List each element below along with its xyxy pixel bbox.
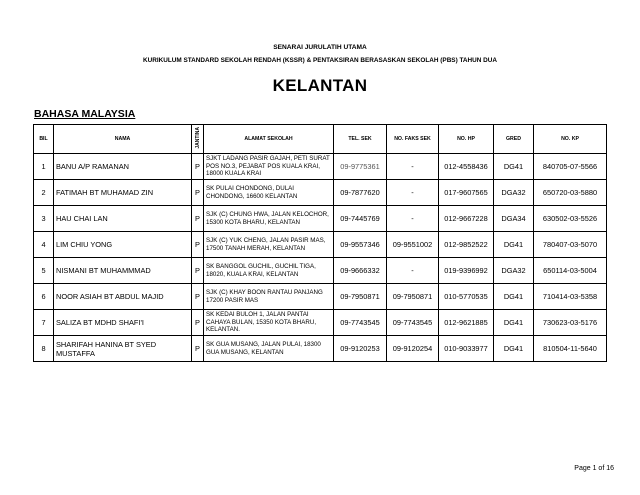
cell-jantina: P — [192, 154, 204, 180]
cell-jantina: P — [192, 258, 204, 284]
state-heading: KELANTAN — [272, 76, 368, 95]
col-header-kp: NO. KP — [534, 125, 607, 154]
cell-alamat: SJK (C) CHUNG HWA, JALAN KELOCHOR, 15300 KOTA BHARU, KELANTAN — [204, 206, 334, 232]
col-header-alamat: ALAMAT SEKOLAH — [204, 125, 334, 154]
cell-tel: 09-9666332 — [334, 258, 387, 284]
table-row — [34, 258, 607, 284]
cell-gred: DG41 — [494, 154, 534, 180]
cell-alamat: SJK (C) YUK CHENG, JALAN PASIR MAS, 17500 TANAH MERAH, KELANTAN — [204, 232, 334, 258]
cell-faks: - — [387, 154, 439, 180]
jantina-label: JANTINA — [194, 127, 201, 149]
cell-gred: DG41 — [494, 284, 534, 310]
cell-bil: 7 — [34, 310, 54, 336]
cell-gred: DGA32 — [494, 180, 534, 206]
col-header-bil: BIL — [34, 125, 54, 154]
cell-kp: 840705-07-5566 — [534, 154, 607, 180]
cell-nama: SALIZA BT MDHD SHAFI'I — [54, 310, 192, 336]
cell-hp: 019-9396992 — [439, 258, 494, 284]
cell-kp: 780407-03-5070 — [534, 232, 607, 258]
cell-bil: 4 — [34, 232, 54, 258]
cell-kp: 650114-03-5004 — [534, 258, 607, 284]
table-row — [34, 180, 607, 206]
table-row — [34, 284, 607, 310]
cell-alamat: SK PULAI CHONDONG, DULAI CHONDONG, 16600 KELANTAN — [204, 180, 334, 206]
cell-jantina: P — [192, 336, 204, 362]
cell-nama: LIM CHIU YONG — [54, 232, 192, 258]
document-subtitle: KURIKULUM STANDARD SEKOLAH RENDAH (KSSR) & PENTAKSIRAN BERASASKAN SEKOLAH (PBS) TAHUN DUA — [143, 57, 497, 64]
trainer-table — [33, 124, 607, 362]
cell-hp: 010-5770535 — [439, 284, 494, 310]
cell-kp: 710414-03-5358 — [534, 284, 607, 310]
page-number: Page 1 of 16 — [574, 465, 614, 472]
cell-faks: 09-7743545 — [387, 310, 439, 336]
cell-nama: NISMANI BT MUHAMMMAD — [54, 258, 192, 284]
cell-kp: 650720-03-5880 — [534, 180, 607, 206]
cell-hp: 017-9607565 — [439, 180, 494, 206]
cell-bil: 6 — [34, 284, 54, 310]
cell-alamat: SK BANGGOL GUCHIL, GUCHIL TIGA, 18020, KUALA KRAI, KELANTAN — [204, 258, 334, 284]
cell-nama: BANU A/P RAMANAN — [54, 154, 192, 180]
cell-alamat: SK GUA MUSANG, JALAN PULAI, 18300 GUA MUSANG, KELANTAN — [204, 336, 334, 362]
cell-faks: 09-9120254 — [387, 336, 439, 362]
cell-jantina: P — [192, 206, 204, 232]
table-header-row — [34, 125, 607, 154]
cell-bil: 3 — [34, 206, 54, 232]
cell-hp: 012-9621885 — [439, 310, 494, 336]
cell-hp: 010-9033977 — [439, 336, 494, 362]
col-header-faks: NO. FAKS SEK — [387, 125, 439, 154]
col-header-hp: NO. HP — [439, 125, 494, 154]
cell-tel: 09-7743545 — [334, 310, 387, 336]
cell-kp: 730623-03-5176 — [534, 310, 607, 336]
cell-tel: 09-9775361 — [334, 154, 387, 180]
cell-bil: 5 — [34, 258, 54, 284]
cell-tel: 09-7950871 — [334, 284, 387, 310]
cell-tel: 09-9557346 — [334, 232, 387, 258]
cell-faks: 09-7950871 — [387, 284, 439, 310]
table-row — [34, 336, 607, 362]
cell-nama: NOOR ASIAH BT ABDUL MAJID — [54, 284, 192, 310]
col-header-tel: TEL. SEK — [334, 125, 387, 154]
cell-alamat: SJK (C) KHAY BOON RANTAU PANJANG 17200 PASIR MAS — [204, 284, 334, 310]
cell-nama: HAU CHAI LAN — [54, 206, 192, 232]
cell-gred: DG41 — [494, 232, 534, 258]
cell-gred: DG41 — [494, 336, 534, 362]
cell-faks: - — [387, 180, 439, 206]
cell-nama: FATIMAH BT MUHAMAD ZIN — [54, 180, 192, 206]
cell-tel: 09-7877620 — [334, 180, 387, 206]
cell-gred: DGA34 — [494, 206, 534, 232]
cell-gred: DGA32 — [494, 258, 534, 284]
table-row — [34, 206, 607, 232]
cell-jantina: P — [192, 232, 204, 258]
cell-faks: - — [387, 206, 439, 232]
cell-kp: 630502-03-5526 — [534, 206, 607, 232]
cell-gred: DG41 — [494, 310, 534, 336]
cell-jantina: P — [192, 180, 204, 206]
cell-hp: 012-4558436 — [439, 154, 494, 180]
cell-tel: 09-7445769 — [334, 206, 387, 232]
cell-bil: 2 — [34, 180, 54, 206]
cell-alamat: SK KEDAI BULOH 1, JALAN PANTAI CAHAYA BULAN, 15350 KOTA BHARU, KELANTAN. — [204, 310, 334, 336]
col-header-gred: GRED — [494, 125, 534, 154]
cell-hp: 012-9667228 — [439, 206, 494, 232]
cell-faks: - — [387, 258, 439, 284]
subject-heading: BAHASA MALAYSIA — [34, 108, 136, 120]
cell-jantina: P — [192, 310, 204, 336]
cell-tel: 09-9120253 — [334, 336, 387, 362]
cell-bil: 1 — [34, 154, 54, 180]
cell-kp: 810504-11-5640 — [534, 336, 607, 362]
table-row — [34, 232, 607, 258]
table-row — [34, 310, 607, 336]
cell-alamat: SJKT LADANG PASIR GAJAH, PETI SURAT POS NO.3, PEJABAT POS KUALA KRAI, 18000 KUALA KRAI — [204, 154, 334, 180]
document-title: SENARAI JURULATIH UTAMA — [273, 44, 367, 51]
cell-bil: 8 — [34, 336, 54, 362]
cell-hp: 012-9852522 — [439, 232, 494, 258]
cell-nama: SHARIFAH HANINA BT SYED MUSTAFFA — [54, 336, 192, 362]
col-header-jantina — [192, 125, 204, 154]
table-row — [34, 154, 607, 180]
col-header-nama: NAMA — [54, 125, 192, 154]
cell-faks: 09-9551002 — [387, 232, 439, 258]
cell-jantina: P — [192, 284, 204, 310]
